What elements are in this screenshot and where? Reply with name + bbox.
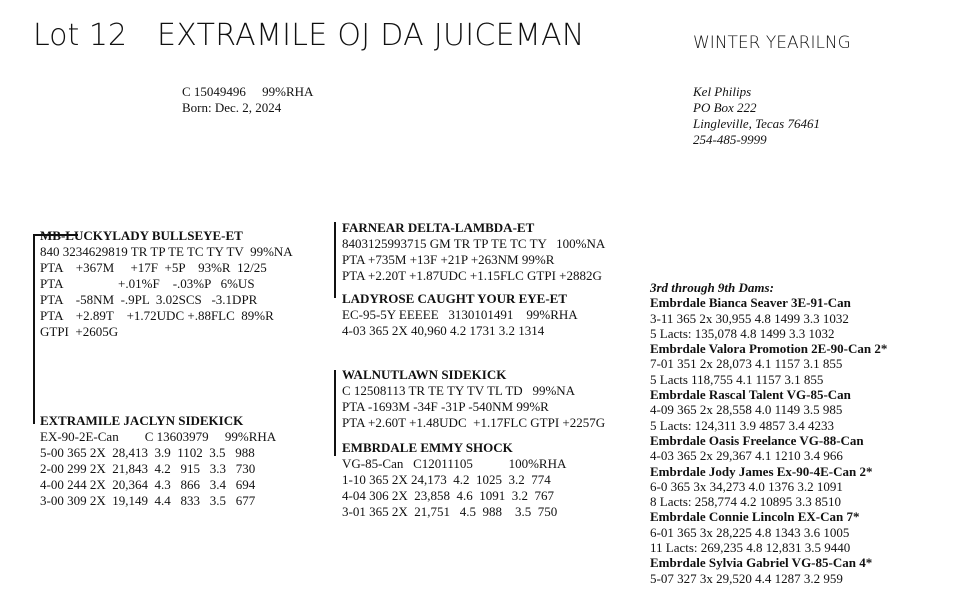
dams-dam-line: 1-10 365 2X 24,173 4.2 1025 3.2 774 <box>342 472 551 487</box>
dam-side-bracket <box>334 370 336 456</box>
dams-sire-block <box>342 367 605 431</box>
dam-line: 5-00 365 2X 28,413 3.9 1102 3.5 988 <box>40 445 255 460</box>
dams-dam-name: EMBRDALE EMMY SHOCK <box>342 440 513 455</box>
dam-name: EXTRAMILE JACLYN SIDEKICK <box>40 413 244 428</box>
sires-sire-name: FARNEAR DELTA-LAMBDA-ET <box>342 220 535 235</box>
dams-dam-line: 4-04 306 2X 23,858 4.6 1091 3.2 767 <box>342 488 554 503</box>
deeper-dams-title: 3rd through 9th Dams: <box>650 280 774 295</box>
dam-entry-line: 3-11 365 2x 30,955 4.8 1499 3.3 1032 <box>650 310 849 326</box>
dams-sire-name: WALNUTLAWN SIDEKICK <box>342 367 507 382</box>
dam-line: 3-00 309 2X 19,149 4.4 833 3.5 677 <box>40 493 256 508</box>
dam-entry-line: 5 Lacts 118,755 4.1 1157 3.1 855 <box>650 371 824 387</box>
dam-block <box>40 413 276 509</box>
dams-dam-line: 3-01 365 2X 21,751 4.5 988 3.5 750 <box>342 504 558 519</box>
dams-dam-line: VG-85-Can C12011105 100%RHA <box>342 456 567 471</box>
birth-date: Born: Dec. 2, 2024 <box>182 100 282 115</box>
sire-line: 840 3234629819 TR TP TE TC TY TV 99%NA <box>40 244 293 259</box>
sires-dam-name: LADYROSE CAUGHT YOUR EYE-ET <box>342 291 568 306</box>
sires-sire-line: 8403125993715 GM TR TP TE TC TY 100%NA <box>342 236 606 251</box>
dams-sire-line: C 12508113 TR TE TY TV TL TD 99%NA <box>342 383 576 398</box>
dam-entry-line: 11 Lacts: 269,235 4.8 12,831 3.5 9440 <box>650 540 851 556</box>
sires-sire-block <box>342 220 605 284</box>
dam-line: EX-90-2E-Can C 13603979 99%RHA <box>40 429 277 444</box>
consignor-address-line-2: Lingleville, Tecas 76461 <box>693 116 820 131</box>
dam-entry-name: Embrdale Sylvia Gabriel VG-85-Can 4* <box>650 555 873 571</box>
dam-entry-name: Embrdale Rascal Talent VG-85-Can <box>650 387 851 403</box>
dam-entry-line: 5 Lacts: 135,078 4.8 1499 3.3 1032 <box>650 325 835 341</box>
dam-entry-line: 6-0 365 3x 34,273 4.0 1376 3.2 1091 <box>650 478 843 494</box>
dam-entry-name: Embrdale Jody James Ex-90-4E-Can 2* <box>650 463 873 479</box>
pedigree-bracket-left <box>33 234 35 424</box>
sale-category: WINTER YEARILNG <box>693 33 851 53</box>
consignor-phone: 254-485-9999 <box>693 132 767 147</box>
dam-entry-name: Embrdale Valora Promotion 2E-90-Can 2* <box>650 341 888 357</box>
dam-entry-name: Embrdale Bianca Seaver 3E-91-Can <box>650 295 851 311</box>
sires-sire-line: PTA +2.20T +1.87UDC +1.15FLC GTPI +2882G <box>342 268 602 283</box>
deeper-dams-block <box>650 280 887 586</box>
dam-entry-name: Embrdale Oasis Freelance VG-88-Can <box>650 432 864 448</box>
registration-line: C 15049496 99%RHA <box>182 84 314 99</box>
sire-name: MB-LUCKYLADY BULLSEYE-ET <box>40 228 243 243</box>
sire-side-bracket <box>334 222 336 298</box>
sire-line: PTA -58NM -.9PL 3.02SCS -3.1DPR <box>40 292 258 307</box>
dam-entry-line: 4-03 365 2x 29,367 4.1 1210 3.4 966 <box>650 448 843 464</box>
dams-dam-block <box>342 440 566 520</box>
sires-dam-line: 4-03 365 2X 40,960 4.2 1731 3.2 1314 <box>342 323 545 338</box>
sires-sire-line: PTA +735M +13F +21P +263NM 99%R <box>342 252 555 267</box>
sire-line: PTA +367M +17F +5P 93%R 12/25 <box>40 260 267 275</box>
sire-line: PTA +.01%F -.03%P 6%US <box>40 276 255 291</box>
dam-entry-name: Embrdale Connie Lincoln EX-Can 7* <box>650 509 860 525</box>
lot-number: Lot 12 <box>33 18 128 53</box>
animal-name: EXTRAMILE OJ DA JUICEMAN <box>157 18 585 53</box>
consignor-name: Kel Philips <box>693 84 752 99</box>
dam-entry-line: 7-01 351 2x 28,073 4.1 1157 3.1 855 <box>650 356 843 372</box>
sires-dam-block <box>342 291 578 339</box>
dam-entry-line: 6-01 365 3x 28,225 4.8 1343 3.6 1005 <box>650 524 850 540</box>
consignor-address-line-1: PO Box 222 <box>693 100 757 115</box>
sire-line: PTA +2.89T +1.72UDC +.88FLC 89%R <box>40 308 274 323</box>
dam-entry-line: 5 Lacts: 124,311 3.9 4857 3.4 4233 <box>650 417 835 433</box>
dams-sire-line: PTA +2.60T +1.48UDC +1.17FLC GTPI +2257G <box>342 415 606 430</box>
dams-sire-line: PTA -1693M -34F -31P -540NM 99%R <box>342 399 549 414</box>
dam-line: 2-00 299 2X 21,843 4.2 915 3.3 730 <box>40 461 256 476</box>
dam-entry-line: 4-09 365 2x 28,558 4.0 1149 3.5 985 <box>650 402 843 418</box>
dam-entry-line: 8 Lacts: 258,774 4.2 10895 3.3 8510 <box>650 494 842 510</box>
animal-info <box>182 84 313 116</box>
dam-line: 4-00 244 2X 20,364 4.3 866 3.4 694 <box>40 477 256 492</box>
dam-entry-line: 5-07 327 3x 29,520 4.4 1287 3.2 959 <box>650 570 843 586</box>
sire-block <box>40 228 293 340</box>
consignor-info <box>693 84 820 148</box>
sire-line: GTPI +2605G <box>40 324 119 339</box>
sires-dam-line: EC-95-5Y EEEEE 3130101491 99%RHA <box>342 307 578 322</box>
